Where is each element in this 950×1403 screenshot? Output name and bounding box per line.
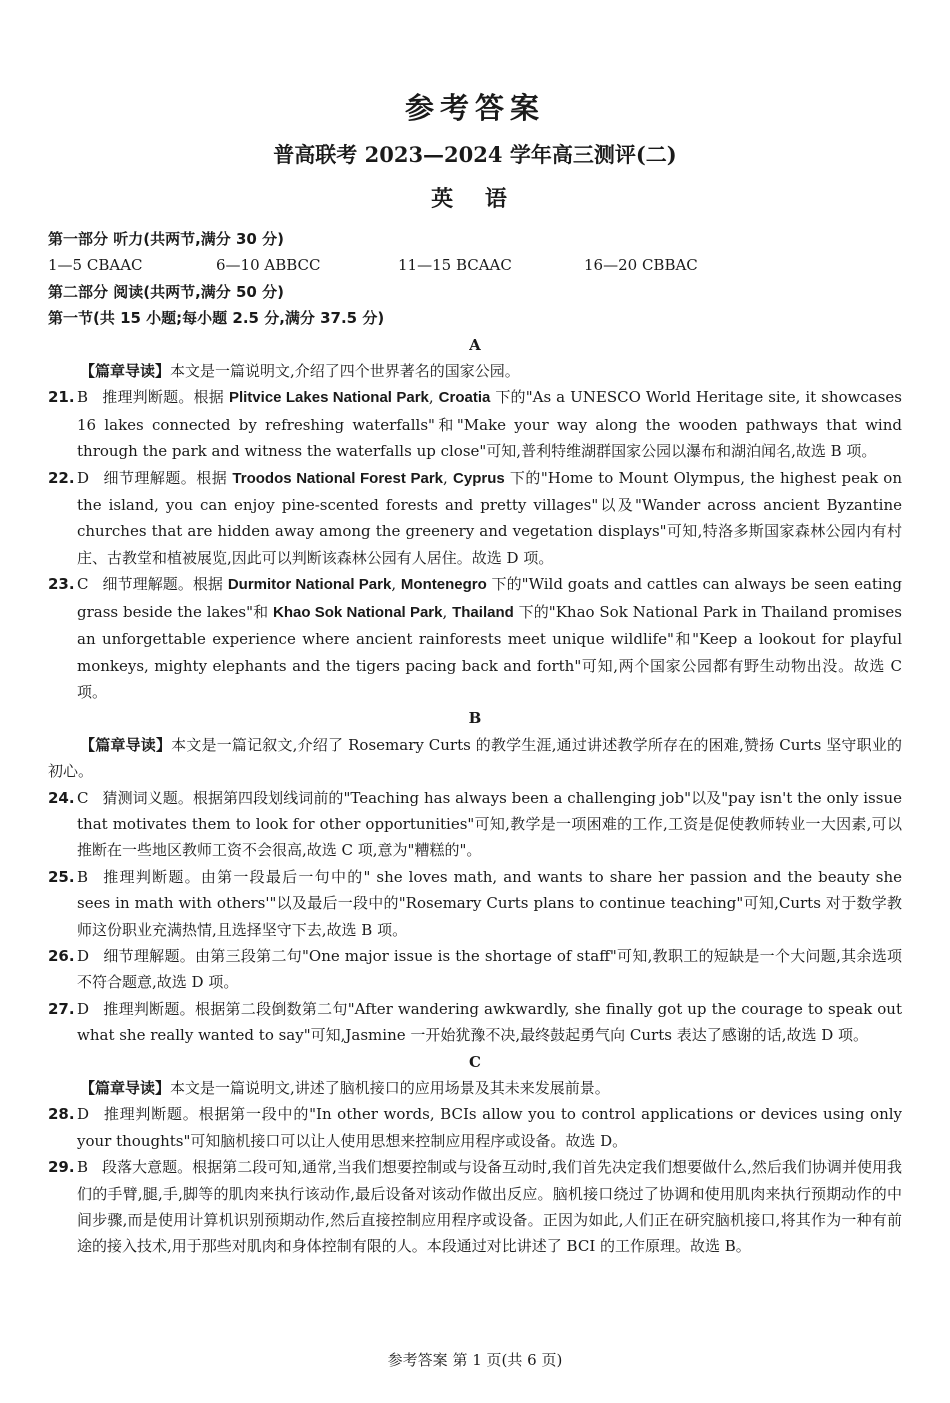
explanation-text: 推理判断题。由第一段最后一句中的" she loves math, and wants to share her passion and the beauty she sees in math with others'"以及最后一段中的"Rosemary Curts plans to continue teaching"可知,Curts 对于数学教师这份职业充满热情,且选择坚守下去,故选 B 项。: [77, 867, 902, 939]
source-country: Montenegro: [400, 576, 487, 594]
guide-text: 本文是一篇说明文,讲述了脑机接口的应用场景及其未来发展前景。: [170, 1079, 610, 1097]
section-a-guide: [48, 358, 902, 384]
listening-answer-16-20: 16—20 CBBAC: [584, 256, 698, 275]
source-country: Croatia: [438, 389, 491, 407]
explanation-text: 下的"Wild goats and cattles can always be seen eating grass beside the lakes"和: [77, 575, 902, 621]
part1-heading: 第一部分 听力(共两节,满分 30 分): [48, 230, 284, 248]
section-b-guide: [48, 732, 902, 785]
source-park: Troodos National Forest Park: [232, 469, 444, 487]
question-22: [48, 465, 902, 572]
explanation-text: 猜测词义题。根据第四段划线词前的"Teaching has always been a challenging job"以及"pay isn't the only issue that motivates them to look for other opportunities"可知,教学是一项困难的工作,工资是促使教师转业一大因素,可以推断在一些地区教师工资不会很高,故选 C 项,意为"糟糕的"。: [77, 788, 902, 860]
separator: ,: [443, 468, 454, 487]
source-country: Thailand: [452, 603, 514, 621]
question-number: 26.: [48, 946, 75, 965]
guide-tag: 【篇章导读】: [80, 362, 171, 381]
question-number: 25.: [48, 867, 75, 886]
subject-title: 英 语: [431, 186, 519, 212]
section-c-guide: [48, 1075, 902, 1101]
question-number: 28.: [48, 1105, 75, 1124]
guide-tag: 【篇章导读】: [80, 1079, 171, 1097]
separator: ,: [391, 575, 401, 594]
question-answer: B: [77, 867, 89, 886]
question-number: 29.: [48, 1158, 75, 1177]
listening-answer-11-15: 11—15 BCAAC: [398, 256, 512, 275]
question-25: [48, 864, 902, 943]
question-number: 21.: [48, 388, 75, 407]
question-number: 24.: [48, 788, 75, 807]
explanation-text: 细节理解题。根据: [102, 575, 228, 594]
guide-text: 本文是一篇记叙文,介绍了 Rosemary Curts 的教学生涯,通过讲述教学所存在的困难,赞扬 Curts 坚守职业的初心。: [48, 735, 902, 781]
explanation-text: 推理判断题。根据第一段中的"In other words, BCIs allow you to control applications or devices using only your thoughts"可知脑机接口可以让人使用思想来控制应用程序或设备。故选 D。: [77, 1105, 902, 1150]
source-park: Durmitor National Park: [227, 576, 392, 594]
question-answer: D: [77, 1105, 90, 1124]
question-number: 27.: [48, 999, 75, 1018]
question-23: [48, 571, 902, 705]
explanation-text: 下的"Home to Mount Olympus, the highest peak on the island, you can enjoy pine-scented forests and pretty villages"以及"Wander across ancient Byzantine churches that are hidden away among the greenery and vegetation displays"可知,特洛多斯国家森林公园内有村庄、古教堂和植被展览,因此可以判断该森林公园有人居住。故选 D 项。: [77, 468, 902, 567]
question-answer: B: [77, 388, 89, 407]
guide-text: 本文是一篇说明文,介绍了四个世界著名的国家公园。: [170, 362, 520, 381]
page-footer: 参考答案 第 1 页(共 6 页): [387, 1351, 563, 1369]
question-29: [48, 1154, 902, 1260]
section-c-letter: C: [469, 1052, 481, 1071]
section-a-letter: A: [469, 335, 481, 354]
question-number: 22.: [48, 468, 75, 487]
question-26: [48, 943, 902, 996]
part2-heading: 第二部分 阅读(共两节,满分 50 分): [48, 282, 284, 301]
exam-subtitle: 普高联考 2023—2024 学年高三测评(二): [273, 142, 677, 167]
source-country: Cyprus: [453, 469, 505, 487]
question-27: [48, 996, 902, 1049]
page-title: 参考答案: [404, 91, 545, 125]
question-answer: D: [77, 946, 90, 965]
listening-answers: [48, 252, 902, 278]
question-number: 23.: [48, 575, 75, 594]
section1-heading: 第一节(共 15 小题;每小题 2.5 分,满分 37.5 分): [48, 309, 385, 328]
source-park: Khao Sok National Park: [273, 603, 443, 621]
separator: ,: [442, 602, 453, 621]
listening-answer-1-5: 1—5 CBAAC: [48, 256, 143, 275]
explanation-text: 推理判断题。根据第二段倒数第二句"After wandering awkwardly, she finally got up the courage to speak out what she really wanted to say"可知,Jasmine 一开始犹豫不决,最终鼓起勇气向 Curts 表达了感谢的话,故选 D 项。: [77, 999, 902, 1045]
question-answer: D: [77, 468, 90, 487]
explanation-text: 下的"Khao Sok National Park in Thailand promises an unforgettable experience where ancient rainforests meet unique wildlife"和"Keep a lookout for playful monkeys, mighty elephants and the tigers pacing back and forth"可知,两个国家公园都有野生动物出没。故选 C 项。: [77, 602, 902, 701]
question-answer: B: [77, 1158, 89, 1177]
question-answer: D: [77, 999, 90, 1018]
question-answer: C: [77, 575, 89, 594]
explanation-text: 推理判断题。根据: [102, 388, 229, 407]
answer-content: [48, 226, 902, 1260]
explanation-text: 细节理解题。根据: [103, 468, 233, 487]
question-answer: C: [77, 788, 89, 807]
section-b-letter: B: [468, 709, 482, 728]
question-21: [48, 384, 902, 464]
source-park: Plitvice Lakes National Park: [228, 389, 429, 407]
explanation-text: 细节理解题。由第三段第二句"One major issue is the shortage of staff"可知,教职工的短缺是一个大问题,其余选项不符合题意,故选 D 项。: [77, 946, 902, 992]
listening-answer-6-10: 6—10 ABBCC: [216, 256, 321, 275]
guide-tag: 【篇章导读】: [80, 735, 172, 754]
question-24: [48, 785, 902, 864]
explanation-text: 下的"As a UNESCO World Heritage site, it showcases 16 lakes connected by refreshing waterfalls"和"Make your way along the wooden pathways that wind through the park and witness the waterfalls up close"可知,普利特维湖群国家公园以瀑布和湖泊闻名,故选 B 项。: [77, 388, 903, 461]
separator: ,: [428, 388, 439, 407]
question-28: [48, 1101, 902, 1154]
explanation-text: 段落大意题。根据第二段可知,通常,当我们想要控制或与设备互动时,我们首先决定我们想要做什么,然后我们协调并使用我们的手臂,腿,手,脚等的肌肉来执行该动作,最后设备对该动作做出反应。脑机接口绕过了协调和使用肌肉来执行预期动作的中间步骤,而是使用计算机识别预期动作,然后直接控制应用程序或设备。正因为如此,人们正在研究脑机接口,将其作为一种有前途的接入技术,用于那些对肌肉和身体控制有限的人。本段通过对比讲述了 BCI 的工作原理。故选 B。: [77, 1158, 902, 1256]
